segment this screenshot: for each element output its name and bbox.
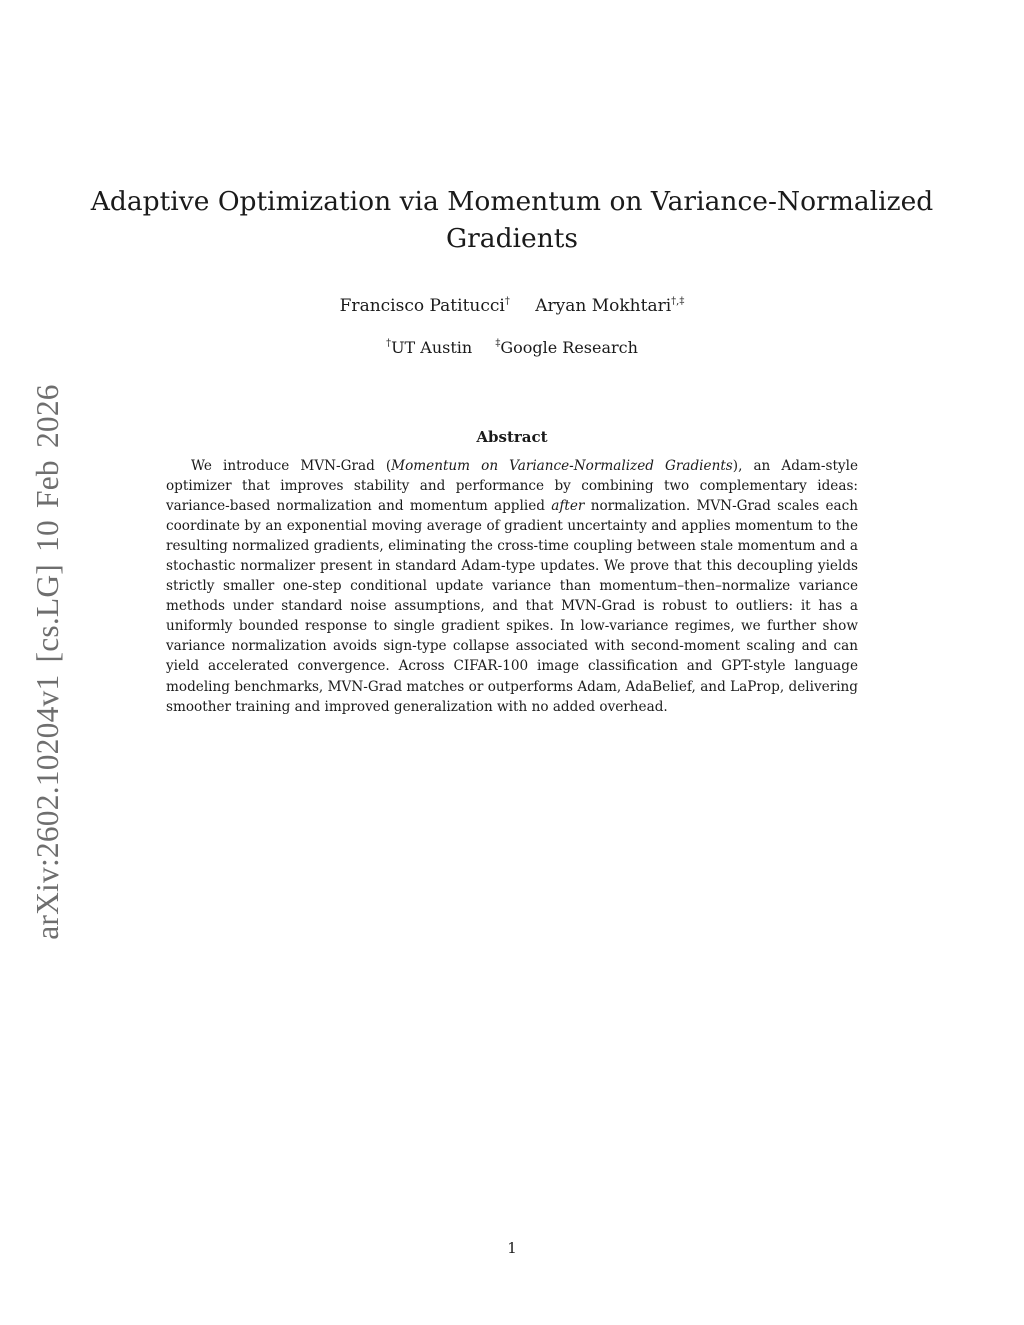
- paper-title-line-2: Gradients: [445, 223, 579, 254]
- paper-title-line-1: Adaptive Optimization via Momentum on Variance-Normalized: [90, 186, 934, 217]
- affiliation-ut-austin: [386, 336, 472, 360]
- abstract-emphasis-method-name: Momentum on Variance-Normalized Gradients: [391, 458, 733, 474]
- abstract-heading: Abstract: [476, 428, 548, 446]
- arxiv-identifier-stamp: arXiv:2602.10204v1 [cs.LG] 10 Feb 2026: [30, 384, 65, 940]
- affiliation-name: Google Research: [500, 338, 638, 357]
- abstract-body: [166, 456, 858, 717]
- author-affiliation-marks: †,‡: [671, 296, 685, 307]
- affiliation-google-research: [495, 336, 638, 360]
- affiliation-mark: ‡: [495, 338, 501, 349]
- page-number: 1: [507, 1239, 517, 1257]
- author-name: Francisco Patitucci: [339, 296, 505, 316]
- paper-title: [0, 183, 1024, 257]
- author-affiliation-marks: †: [504, 296, 510, 307]
- abstract-text-part-2: ), an Adam-style optimizer that improves stability and performance by combining two complementary ideas: variance-based normalization and momentum applied: [166, 458, 858, 515]
- abstract-text-part-3: normalization. MVN-Grad scales each coordinate by an exponential moving average of gradient uncertainty and applies momentum to the resulting normalized gradients, eliminating the cross-time coupling between stale momentum and a stochastic normalizer present in standard Adam-type updates. We prove that this decoupling yields strictly smaller one-step conditional update variance than momentum–then–normalize variance methods under standard noise assumptions, and that MVN-Grad is robust to outliers: it has a uniformly bounded response to single gradient spikes. In low-variance regimes, we further show variance normalization avoids sign-type collapse associated with second-moment scaling and can yield accelerated convergence. Across CIFAR-100 image classification and GPT-style language modeling benchmarks, MVN-Grad matches or outperforms Adam, AdaBelief, and LaProp, delivering smoother training and improved generalization with no added overhead.: [166, 498, 858, 715]
- affiliation-name: UT Austin: [391, 338, 473, 357]
- abstract-text-part-1: We introduce MVN-Grad (: [191, 458, 392, 474]
- author-aryan-mokhtari: [535, 294, 684, 318]
- author-name: Aryan Mokhtari: [535, 296, 672, 316]
- affiliation-mark: †: [386, 338, 392, 349]
- affiliation-list: [0, 336, 1024, 360]
- abstract-emphasis-after: after: [551, 498, 585, 515]
- author-francisco-patitucci: [340, 294, 510, 318]
- author-list: [0, 294, 1024, 318]
